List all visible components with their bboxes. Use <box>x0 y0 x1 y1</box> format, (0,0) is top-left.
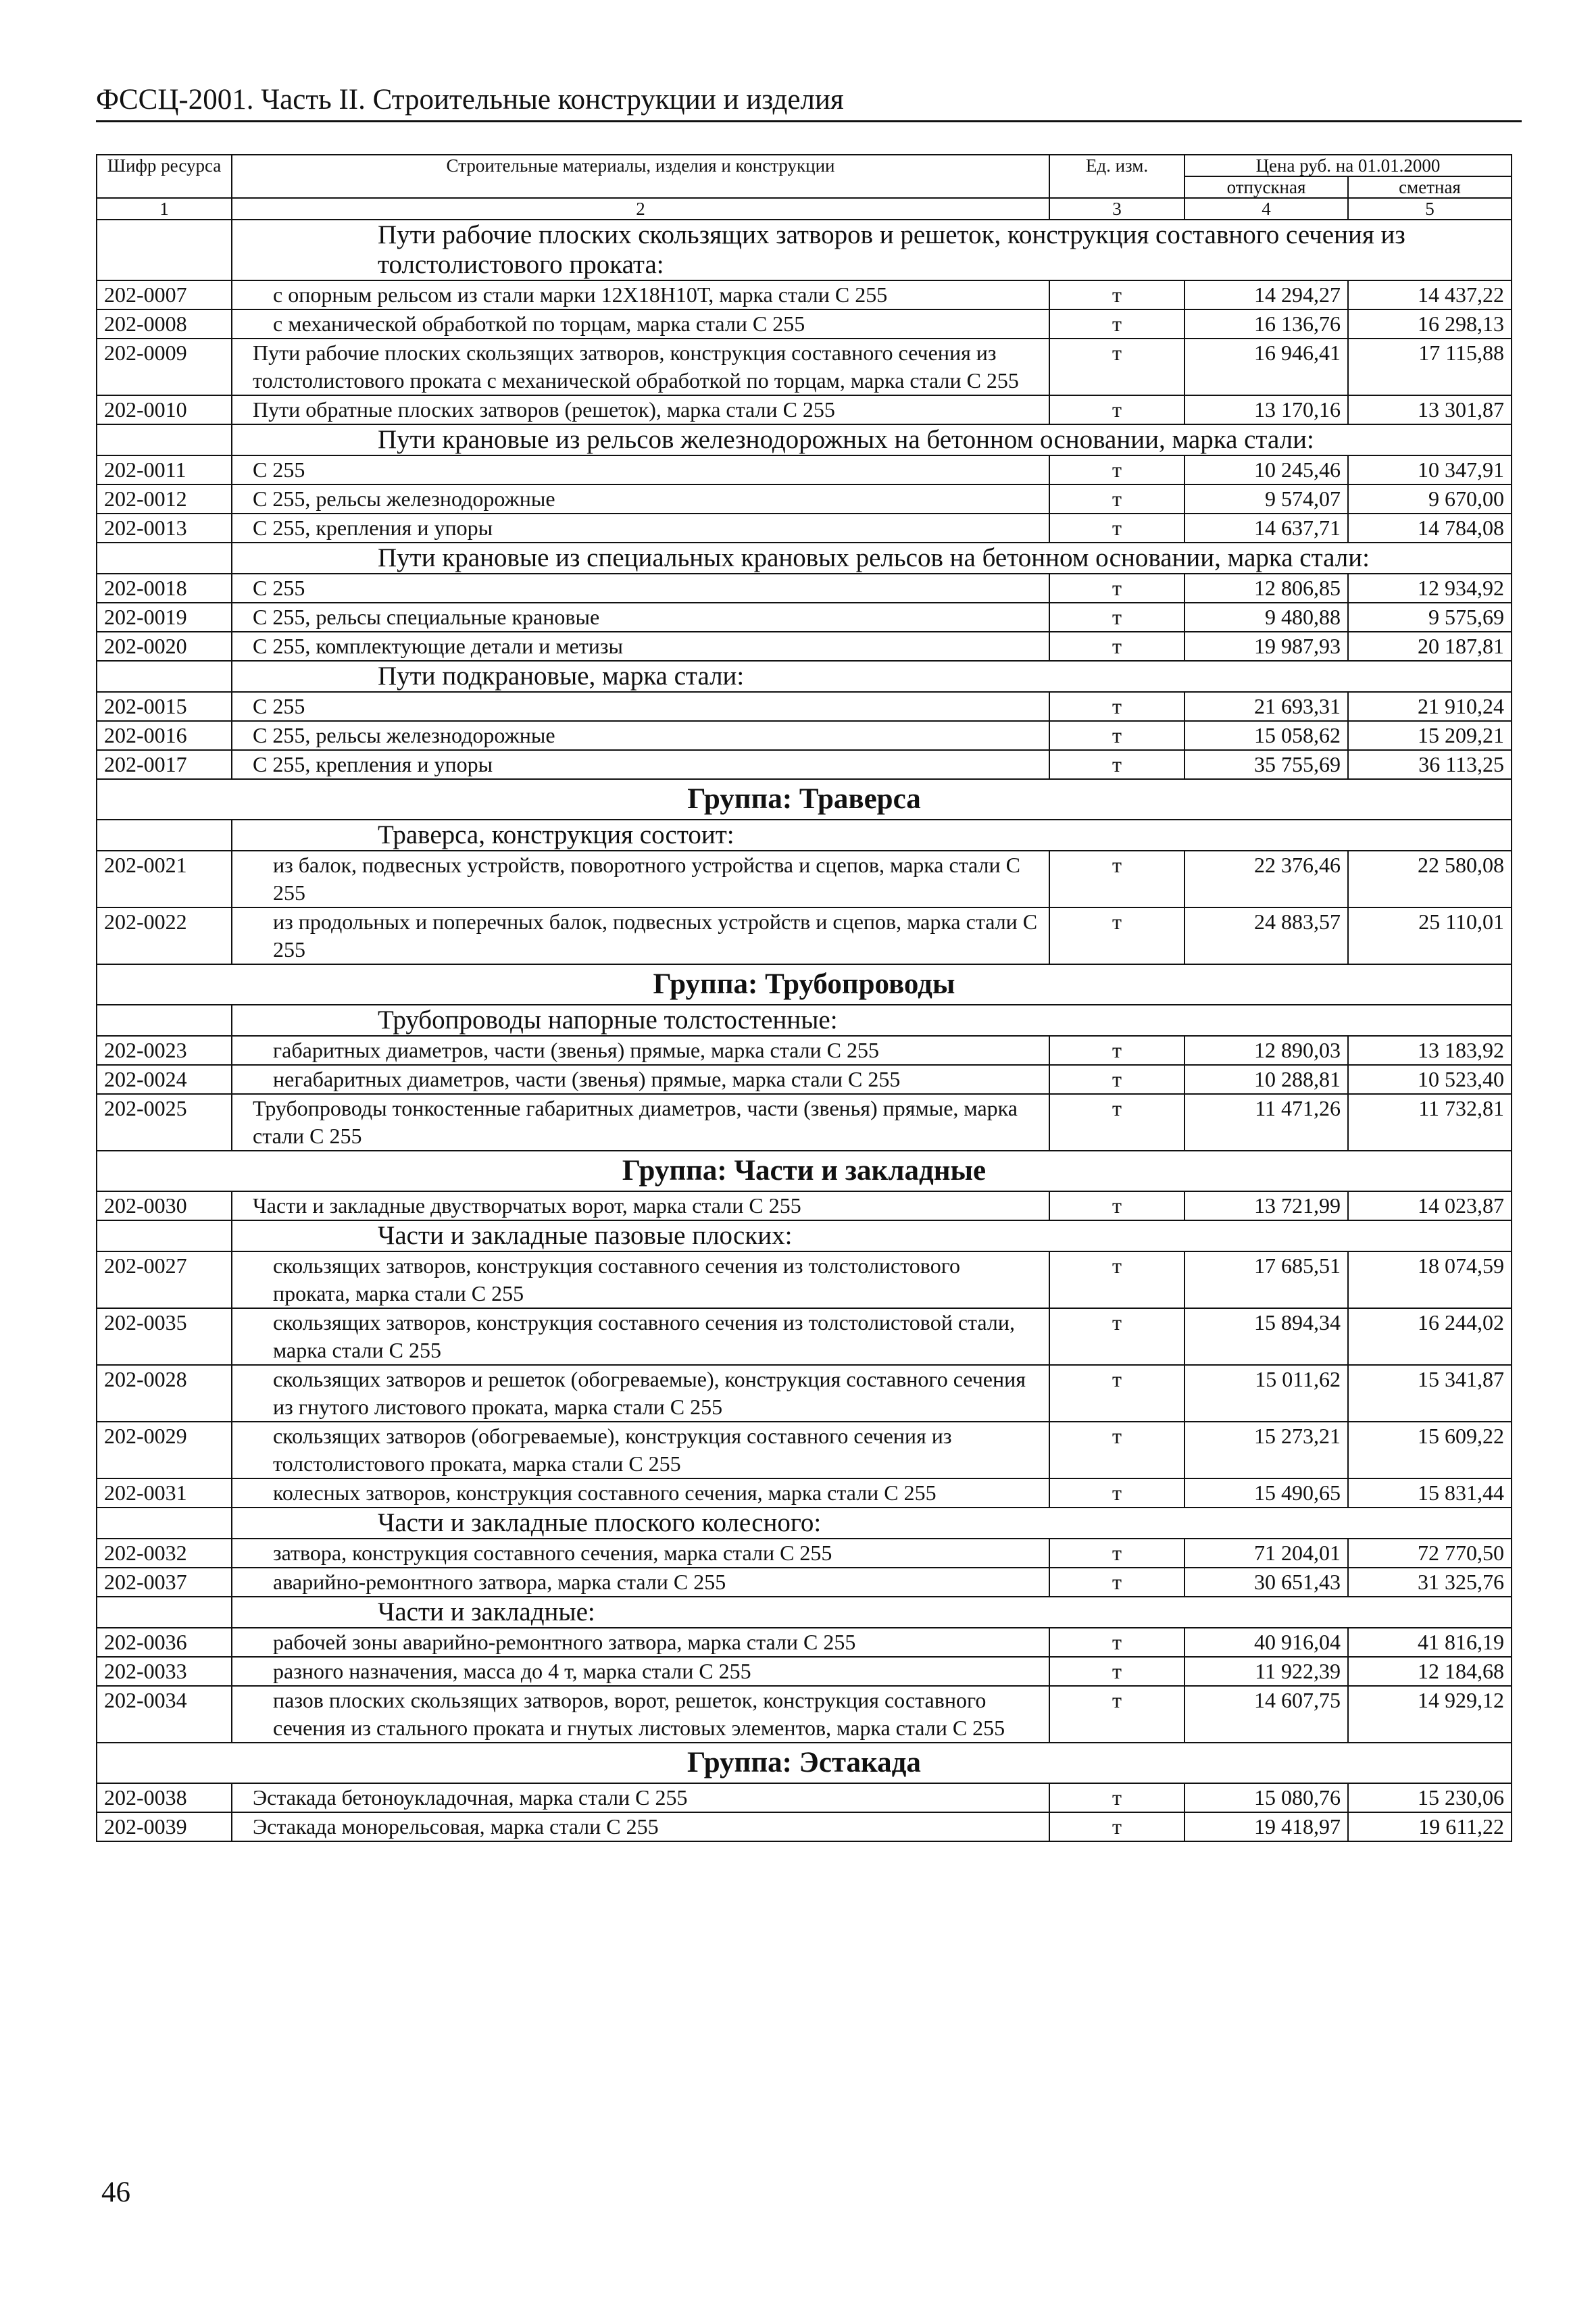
item-name: Пути рабочие плоских скользящих затворов, конструкция составного сечения из толстолистового проката с механической обработкой по торцам, марка стали С 255 <box>232 339 1049 395</box>
section-heading: Пути рабочие плоских скользящих затворов и решеток, конструкция составного сечения из толстолистового проката: <box>232 220 1512 280</box>
item-name: Пути обратные плоских затворов (решеток), марка стали С 255 <box>232 395 1049 424</box>
section-heading: Части и закладные плоского колесного: <box>232 1508 1512 1539</box>
release-price: 9 480,88 <box>1184 603 1348 632</box>
table-row <box>97 1251 1512 1308</box>
section-heading-row <box>97 1597 1512 1628</box>
table-row <box>97 603 1512 632</box>
item-name: рабочей зоны аварийно-ремонтного затвора, марка стали С 255 <box>232 1628 1049 1657</box>
release-price: 14 294,27 <box>1184 280 1348 309</box>
resource-code: 202-0017 <box>97 750 232 779</box>
unit: т <box>1049 851 1184 907</box>
table-row <box>97 1657 1512 1686</box>
empty-code-cell <box>97 820 232 851</box>
release-price: 9 574,07 <box>1184 484 1348 514</box>
resource-code: 202-0019 <box>97 603 232 632</box>
section-heading-row <box>97 1005 1512 1036</box>
unit: т <box>1049 309 1184 339</box>
column-number: 2 <box>232 198 1049 220</box>
resource-code: 202-0036 <box>97 1628 232 1657</box>
group-heading-row <box>97 1151 1512 1191</box>
estimate-price: 20 187,81 <box>1348 632 1512 661</box>
table-row <box>97 692 1512 721</box>
table-row <box>97 1783 1512 1812</box>
section-heading: Части и закладные пазовые плоских: <box>232 1220 1512 1251</box>
table-row <box>97 1065 1512 1094</box>
resource-code: 202-0037 <box>97 1568 232 1597</box>
resource-code: 202-0023 <box>97 1036 232 1065</box>
estimate-price: 12 184,68 <box>1348 1657 1512 1686</box>
table-row <box>97 484 1512 514</box>
release-price: 22 376,46 <box>1184 851 1348 907</box>
item-name: С 255, крепления и упоры <box>232 750 1049 779</box>
section-heading: Пути подкрановые, марка стали: <box>232 661 1512 692</box>
estimate-price: 21 910,24 <box>1348 692 1512 721</box>
table-row <box>97 907 1512 964</box>
resource-code: 202-0008 <box>97 309 232 339</box>
release-price: 13 721,99 <box>1184 1191 1348 1220</box>
resource-code: 202-0024 <box>97 1065 232 1094</box>
resource-code: 202-0020 <box>97 632 232 661</box>
item-name: аварийно-ремонтного затвора, марка стали С 255 <box>232 1568 1049 1597</box>
table-row <box>97 280 1512 309</box>
resource-code: 202-0009 <box>97 339 232 395</box>
release-price: 10 288,81 <box>1184 1065 1348 1094</box>
table-header-row <box>97 155 1512 176</box>
table-row <box>97 1568 1512 1597</box>
resource-code: 202-0030 <box>97 1191 232 1220</box>
estimate-price: 16 244,02 <box>1348 1308 1512 1365</box>
resource-code: 202-0018 <box>97 574 232 603</box>
unit: т <box>1049 721 1184 750</box>
header-name: Строительные материалы, изделия и конструкции <box>232 155 1049 198</box>
item-name: разного назначения, масса до 4 т, марка стали С 255 <box>232 1657 1049 1686</box>
estimate-price: 22 580,08 <box>1348 851 1512 907</box>
item-name: с механической обработкой по торцам, марка стали С 255 <box>232 309 1049 339</box>
section-heading-row <box>97 661 1512 692</box>
unit: т <box>1049 1478 1184 1508</box>
estimate-price: 72 770,50 <box>1348 1539 1512 1568</box>
table-row <box>97 339 1512 395</box>
estimate-price: 13 301,87 <box>1348 395 1512 424</box>
resource-code: 202-0027 <box>97 1251 232 1308</box>
release-price: 12 890,03 <box>1184 1036 1348 1065</box>
price-table <box>96 154 1512 1842</box>
group-heading: Группа: Траверса <box>97 779 1512 820</box>
table-row <box>97 514 1512 543</box>
resource-code: 202-0022 <box>97 907 232 964</box>
item-name: из балок, подвесных устройств, поворотного устройства и сцепов, марка стали С 255 <box>232 851 1049 907</box>
table-row <box>97 1539 1512 1568</box>
release-price: 15 490,65 <box>1184 1478 1348 1508</box>
estimate-price: 10 347,91 <box>1348 455 1512 484</box>
estimate-price: 14 023,87 <box>1348 1191 1512 1220</box>
section-heading-row <box>97 220 1512 280</box>
release-price: 15 894,34 <box>1184 1308 1348 1365</box>
item-name: С 255, рельсы железнодорожные <box>232 721 1049 750</box>
resource-code: 202-0011 <box>97 455 232 484</box>
unit: т <box>1049 1251 1184 1308</box>
resource-code: 202-0029 <box>97 1422 232 1478</box>
estimate-price: 16 298,13 <box>1348 309 1512 339</box>
item-name: негабаритных диаметров, части (звенья) прямые, марка стали С 255 <box>232 1065 1049 1094</box>
unit: т <box>1049 1568 1184 1597</box>
empty-code-cell <box>97 661 232 692</box>
section-heading-row <box>97 820 1512 851</box>
section-heading-row <box>97 1220 1512 1251</box>
release-price: 71 204,01 <box>1184 1539 1348 1568</box>
unit: т <box>1049 1422 1184 1478</box>
unit: т <box>1049 455 1184 484</box>
unit: т <box>1049 750 1184 779</box>
item-name: скользящих затворов, конструкция составного сечения из толстолистового проката, марка стали С 255 <box>232 1251 1049 1308</box>
table-row <box>97 1308 1512 1365</box>
unit: т <box>1049 632 1184 661</box>
resource-code: 202-0016 <box>97 721 232 750</box>
resource-code: 202-0038 <box>97 1783 232 1812</box>
section-heading: Части и закладные: <box>232 1597 1512 1628</box>
column-number-row <box>97 198 1512 220</box>
release-price: 30 651,43 <box>1184 1568 1348 1597</box>
column-number: 3 <box>1049 198 1184 220</box>
unit: т <box>1049 603 1184 632</box>
unit: т <box>1049 1308 1184 1365</box>
empty-code-cell <box>97 424 232 455</box>
unit: т <box>1049 395 1184 424</box>
running-header: ФССЦ-2001. Часть II. Строительные конструкции и изделия <box>96 80 1522 122</box>
unit: т <box>1049 1094 1184 1151</box>
release-price: 24 883,57 <box>1184 907 1348 964</box>
estimate-price: 9 575,69 <box>1348 603 1512 632</box>
item-name: скользящих затворов, конструкция составного сечения из толстолистовой стали, марка стали С 255 <box>232 1308 1049 1365</box>
resource-code: 202-0021 <box>97 851 232 907</box>
table-row <box>97 574 1512 603</box>
estimate-price: 14 437,22 <box>1348 280 1512 309</box>
resource-code: 202-0010 <box>97 395 232 424</box>
item-name: скользящих затворов и решеток (обогреваемые), конструкция составного сечения из гнутого листового проката, марка стали С 255 <box>232 1365 1049 1422</box>
column-number: 5 <box>1348 198 1512 220</box>
resource-code: 202-0035 <box>97 1308 232 1365</box>
release-price: 16 136,76 <box>1184 309 1348 339</box>
release-price: 15 273,21 <box>1184 1422 1348 1478</box>
resource-code: 202-0015 <box>97 692 232 721</box>
item-name: затвора, конструкция составного сечения, марка стали С 255 <box>232 1539 1049 1568</box>
unit: т <box>1049 1036 1184 1065</box>
unit: т <box>1049 1783 1184 1812</box>
release-price: 10 245,46 <box>1184 455 1348 484</box>
estimate-price: 36 113,25 <box>1348 750 1512 779</box>
unit: т <box>1049 339 1184 395</box>
item-name: С 255 <box>232 574 1049 603</box>
release-price: 14 607,75 <box>1184 1686 1348 1743</box>
table-row <box>97 1422 1512 1478</box>
estimate-price: 15 609,22 <box>1348 1422 1512 1478</box>
table-row <box>97 1812 1512 1841</box>
table-row <box>97 1478 1512 1508</box>
estimate-price: 12 934,92 <box>1348 574 1512 603</box>
table-row <box>97 309 1512 339</box>
table-row <box>97 1191 1512 1220</box>
estimate-price: 14 929,12 <box>1348 1686 1512 1743</box>
empty-code-cell <box>97 1220 232 1251</box>
group-heading-row <box>97 779 1512 820</box>
table-row <box>97 1036 1512 1065</box>
unit: т <box>1049 574 1184 603</box>
estimate-price: 15 341,87 <box>1348 1365 1512 1422</box>
resource-code: 202-0028 <box>97 1365 232 1422</box>
empty-code-cell <box>97 1597 232 1628</box>
header-release-price: отпускная <box>1184 176 1348 198</box>
item-name: С 255 <box>232 455 1049 484</box>
table-row <box>97 455 1512 484</box>
group-heading: Группа: Части и закладные <box>97 1151 1512 1191</box>
release-price: 19 418,97 <box>1184 1812 1348 1841</box>
table-row <box>97 1628 1512 1657</box>
item-name: С 255, крепления и упоры <box>232 514 1049 543</box>
column-number: 1 <box>97 198 232 220</box>
estimate-price: 25 110,01 <box>1348 907 1512 964</box>
unit: т <box>1049 1812 1184 1841</box>
estimate-price: 9 670,00 <box>1348 484 1512 514</box>
section-heading: Пути крановые из специальных крановых рельсов на бетонном основании, марка стали: <box>232 543 1512 574</box>
release-price: 15 080,76 <box>1184 1783 1348 1812</box>
estimate-price: 15 831,44 <box>1348 1478 1512 1508</box>
column-number: 4 <box>1184 198 1348 220</box>
section-heading: Трубопроводы напорные толстостенные: <box>232 1005 1512 1036</box>
release-price: 40 916,04 <box>1184 1628 1348 1657</box>
unit: т <box>1049 1686 1184 1743</box>
release-price: 35 755,69 <box>1184 750 1348 779</box>
unit: т <box>1049 1539 1184 1568</box>
table-row <box>97 1365 1512 1422</box>
release-price: 13 170,16 <box>1184 395 1348 424</box>
release-price: 12 806,85 <box>1184 574 1348 603</box>
item-name: пазов плоских скользящих затворов, ворот, решеток, конструкция составного сечения из стального проката и гнутых листовых элементов, марка стали С 255 <box>232 1686 1049 1743</box>
release-price: 11 922,39 <box>1184 1657 1348 1686</box>
group-heading-row <box>97 964 1512 1005</box>
item-name: Трубопроводы тонкостенные габаритных диаметров, части (звенья) прямые, марка стали С 255 <box>232 1094 1049 1151</box>
item-name: С 255, рельсы железнодорожные <box>232 484 1049 514</box>
table-row <box>97 721 1512 750</box>
unit: т <box>1049 1628 1184 1657</box>
unit: т <box>1049 514 1184 543</box>
unit: т <box>1049 1065 1184 1094</box>
item-name: С 255, рельсы специальные крановые <box>232 603 1049 632</box>
release-price: 19 987,93 <box>1184 632 1348 661</box>
release-price: 21 693,31 <box>1184 692 1348 721</box>
unit: т <box>1049 1191 1184 1220</box>
table-row <box>97 1686 1512 1743</box>
resource-code: 202-0013 <box>97 514 232 543</box>
unit: т <box>1049 907 1184 964</box>
unit: т <box>1049 484 1184 514</box>
table-row <box>97 851 1512 907</box>
empty-code-cell <box>97 220 232 280</box>
header-price: Цена руб. на 01.01.2000 <box>1184 155 1512 176</box>
empty-code-cell <box>97 1508 232 1539</box>
empty-code-cell <box>97 543 232 574</box>
table-row <box>97 395 1512 424</box>
resource-code: 202-0012 <box>97 484 232 514</box>
item-name: колесных затворов, конструкция составного сечения, марка стали С 255 <box>232 1478 1049 1508</box>
estimate-price: 13 183,92 <box>1348 1036 1512 1065</box>
resource-code: 202-0007 <box>97 280 232 309</box>
item-name: из продольных и поперечных балок, подвесных устройств и сцепов, марка стали С 255 <box>232 907 1049 964</box>
item-name: С 255, комплектующие детали и метизы <box>232 632 1049 661</box>
estimate-price: 31 325,76 <box>1348 1568 1512 1597</box>
section-heading: Траверса, конструкция состоит: <box>232 820 1512 851</box>
resource-code: 202-0031 <box>97 1478 232 1508</box>
table-row <box>97 632 1512 661</box>
section-heading-row <box>97 424 1512 455</box>
release-price: 15 058,62 <box>1184 721 1348 750</box>
unit: т <box>1049 1365 1184 1422</box>
release-price: 11 471,26 <box>1184 1094 1348 1151</box>
resource-code: 202-0032 <box>97 1539 232 1568</box>
unit: т <box>1049 280 1184 309</box>
header-unit: Ед. изм. <box>1049 155 1184 198</box>
unit: т <box>1049 1657 1184 1686</box>
resource-code: 202-0025 <box>97 1094 232 1151</box>
release-price: 14 637,71 <box>1184 514 1348 543</box>
group-heading: Группа: Трубопроводы <box>97 964 1512 1005</box>
item-name: Эстакада бетоноукладочная, марка стали С 255 <box>232 1783 1049 1812</box>
item-name: скользящих затворов (обогреваемые), конструкция составного сечения из толстолистового проката, марка стали С 255 <box>232 1422 1049 1478</box>
estimate-price: 15 230,06 <box>1348 1783 1512 1812</box>
resource-code: 202-0034 <box>97 1686 232 1743</box>
item-name: Части и закладные двустворчатых ворот, марка стали С 255 <box>232 1191 1049 1220</box>
section-heading-row <box>97 1508 1512 1539</box>
estimate-price: 17 115,88 <box>1348 339 1512 395</box>
release-price: 15 011,62 <box>1184 1365 1348 1422</box>
estimate-price: 14 784,08 <box>1348 514 1512 543</box>
page-number: 46 <box>101 2176 130 2208</box>
release-price: 16 946,41 <box>1184 339 1348 395</box>
group-heading: Группа: Эстакада <box>97 1743 1512 1783</box>
unit: т <box>1049 692 1184 721</box>
section-heading: Пути крановые из рельсов железнодорожных на бетонном основании, марка стали: <box>232 424 1512 455</box>
group-heading-row <box>97 1743 1512 1783</box>
item-name: габаритных диаметров, части (звенья) прямые, марка стали С 255 <box>232 1036 1049 1065</box>
section-heading-row <box>97 543 1512 574</box>
estimate-price: 41 816,19 <box>1348 1628 1512 1657</box>
estimate-price: 19 611,22 <box>1348 1812 1512 1841</box>
header-estimate-price: сметная <box>1348 176 1512 198</box>
release-price: 17 685,51 <box>1184 1251 1348 1308</box>
estimate-price: 18 074,59 <box>1348 1251 1512 1308</box>
table-row <box>97 750 1512 779</box>
item-name: с опорным рельсом из стали марки 12Х18Н10Т, марка стали С 255 <box>232 280 1049 309</box>
resource-code: 202-0033 <box>97 1657 232 1686</box>
resource-code: 202-0039 <box>97 1812 232 1841</box>
empty-code-cell <box>97 1005 232 1036</box>
estimate-price: 11 732,81 <box>1348 1094 1512 1151</box>
table-row <box>97 1094 1512 1151</box>
estimate-price: 10 523,40 <box>1348 1065 1512 1094</box>
item-name: С 255 <box>232 692 1049 721</box>
item-name: Эстакада монорельсовая, марка стали С 255 <box>232 1812 1049 1841</box>
estimate-price: 15 209,21 <box>1348 721 1512 750</box>
header-code: Шифр ресурса <box>97 155 232 198</box>
